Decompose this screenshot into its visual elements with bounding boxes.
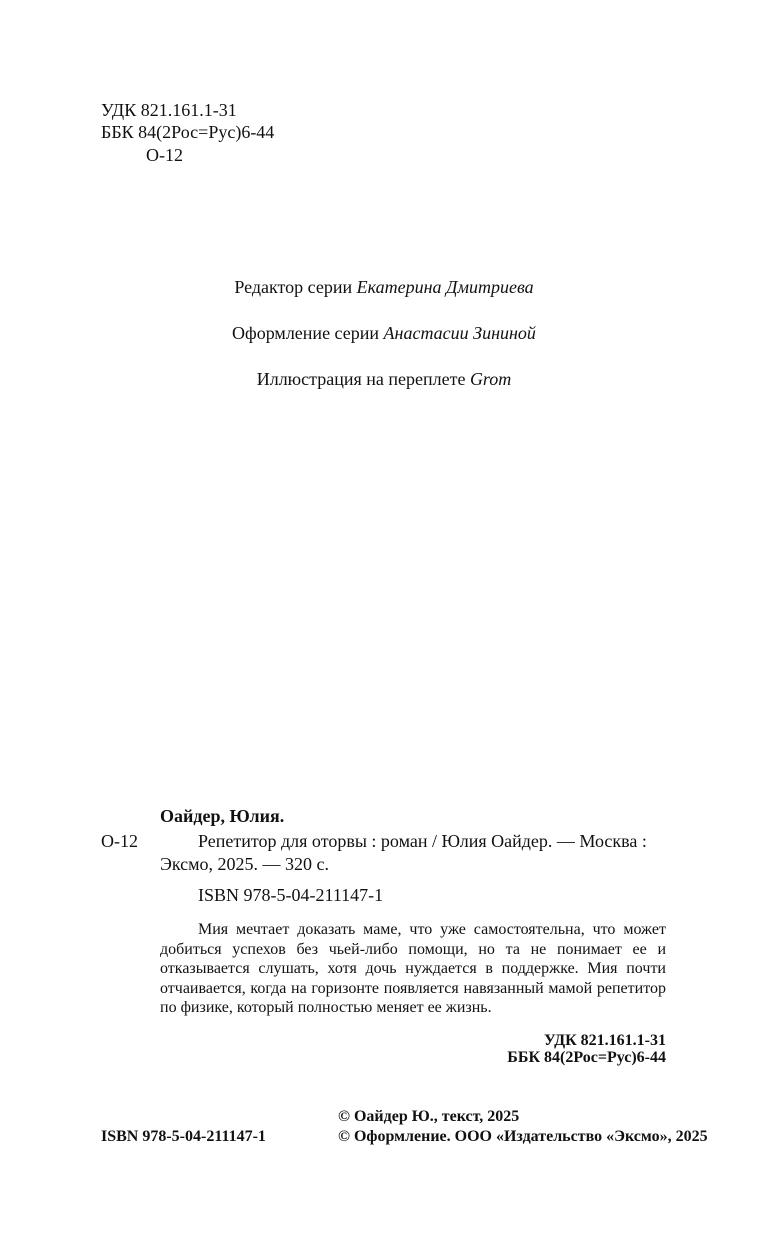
editor-label: Редактор серии bbox=[234, 277, 353, 297]
illustration-name: Grom bbox=[469, 369, 512, 389]
illustration-credit bbox=[0, 368, 768, 390]
title-line-2: Эксмо, 2025. — 320 с. bbox=[160, 854, 330, 874]
record-udk: УДК 821.161.1-31 bbox=[543, 1032, 666, 1049]
author-mark: О-12 bbox=[146, 145, 183, 165]
copyright-text: © Оайдер Ю., текст, 2025 bbox=[338, 1108, 520, 1125]
copyright-design: © Оформление. ООО «Издательство «Эксмо», 2025 bbox=[338, 1128, 708, 1145]
annotation: Мия мечтает доказать маме, что уже самостоятельна, что может добиться успехов без чьей-либо помощи, но та не понимает ее и отказывается слушать, хотя дочь нуждается в поддержке. Мия почти отчаивается, когда на горизонте появляется навязанный мамой репетитор по физике, который полностью меняет ее жизнь. bbox=[160, 921, 666, 1016]
author-heading: Оайдер, Юлия. bbox=[160, 806, 285, 826]
title-line-1: Репетитор для оторвы : роман / Юлия Оайдер. — Москва : bbox=[198, 831, 647, 851]
udk-code: УДК 821.161.1-31 bbox=[101, 100, 237, 120]
record-bbk: ББК 84(2Рос=Рус)6-44 bbox=[507, 1049, 666, 1066]
design-name: Анастасии Зининой bbox=[383, 323, 536, 343]
record-isbn: ISBN 978-5-04-211147-1 bbox=[198, 885, 384, 905]
design-label: Оформление серии bbox=[232, 323, 380, 343]
series-design-credit bbox=[0, 322, 768, 344]
illustration-label: Иллюстрация на переплете bbox=[256, 369, 466, 389]
record-author-mark: О-12 bbox=[101, 831, 138, 851]
bbk-code: ББК 84(2Рос=Рус)6-44 bbox=[101, 122, 275, 142]
footer-isbn: ISBN 978-5-04-211147-1 bbox=[101, 1128, 266, 1145]
editor-name: Екатерина Дмитриева bbox=[356, 277, 534, 297]
series-editor-credit bbox=[0, 276, 768, 298]
